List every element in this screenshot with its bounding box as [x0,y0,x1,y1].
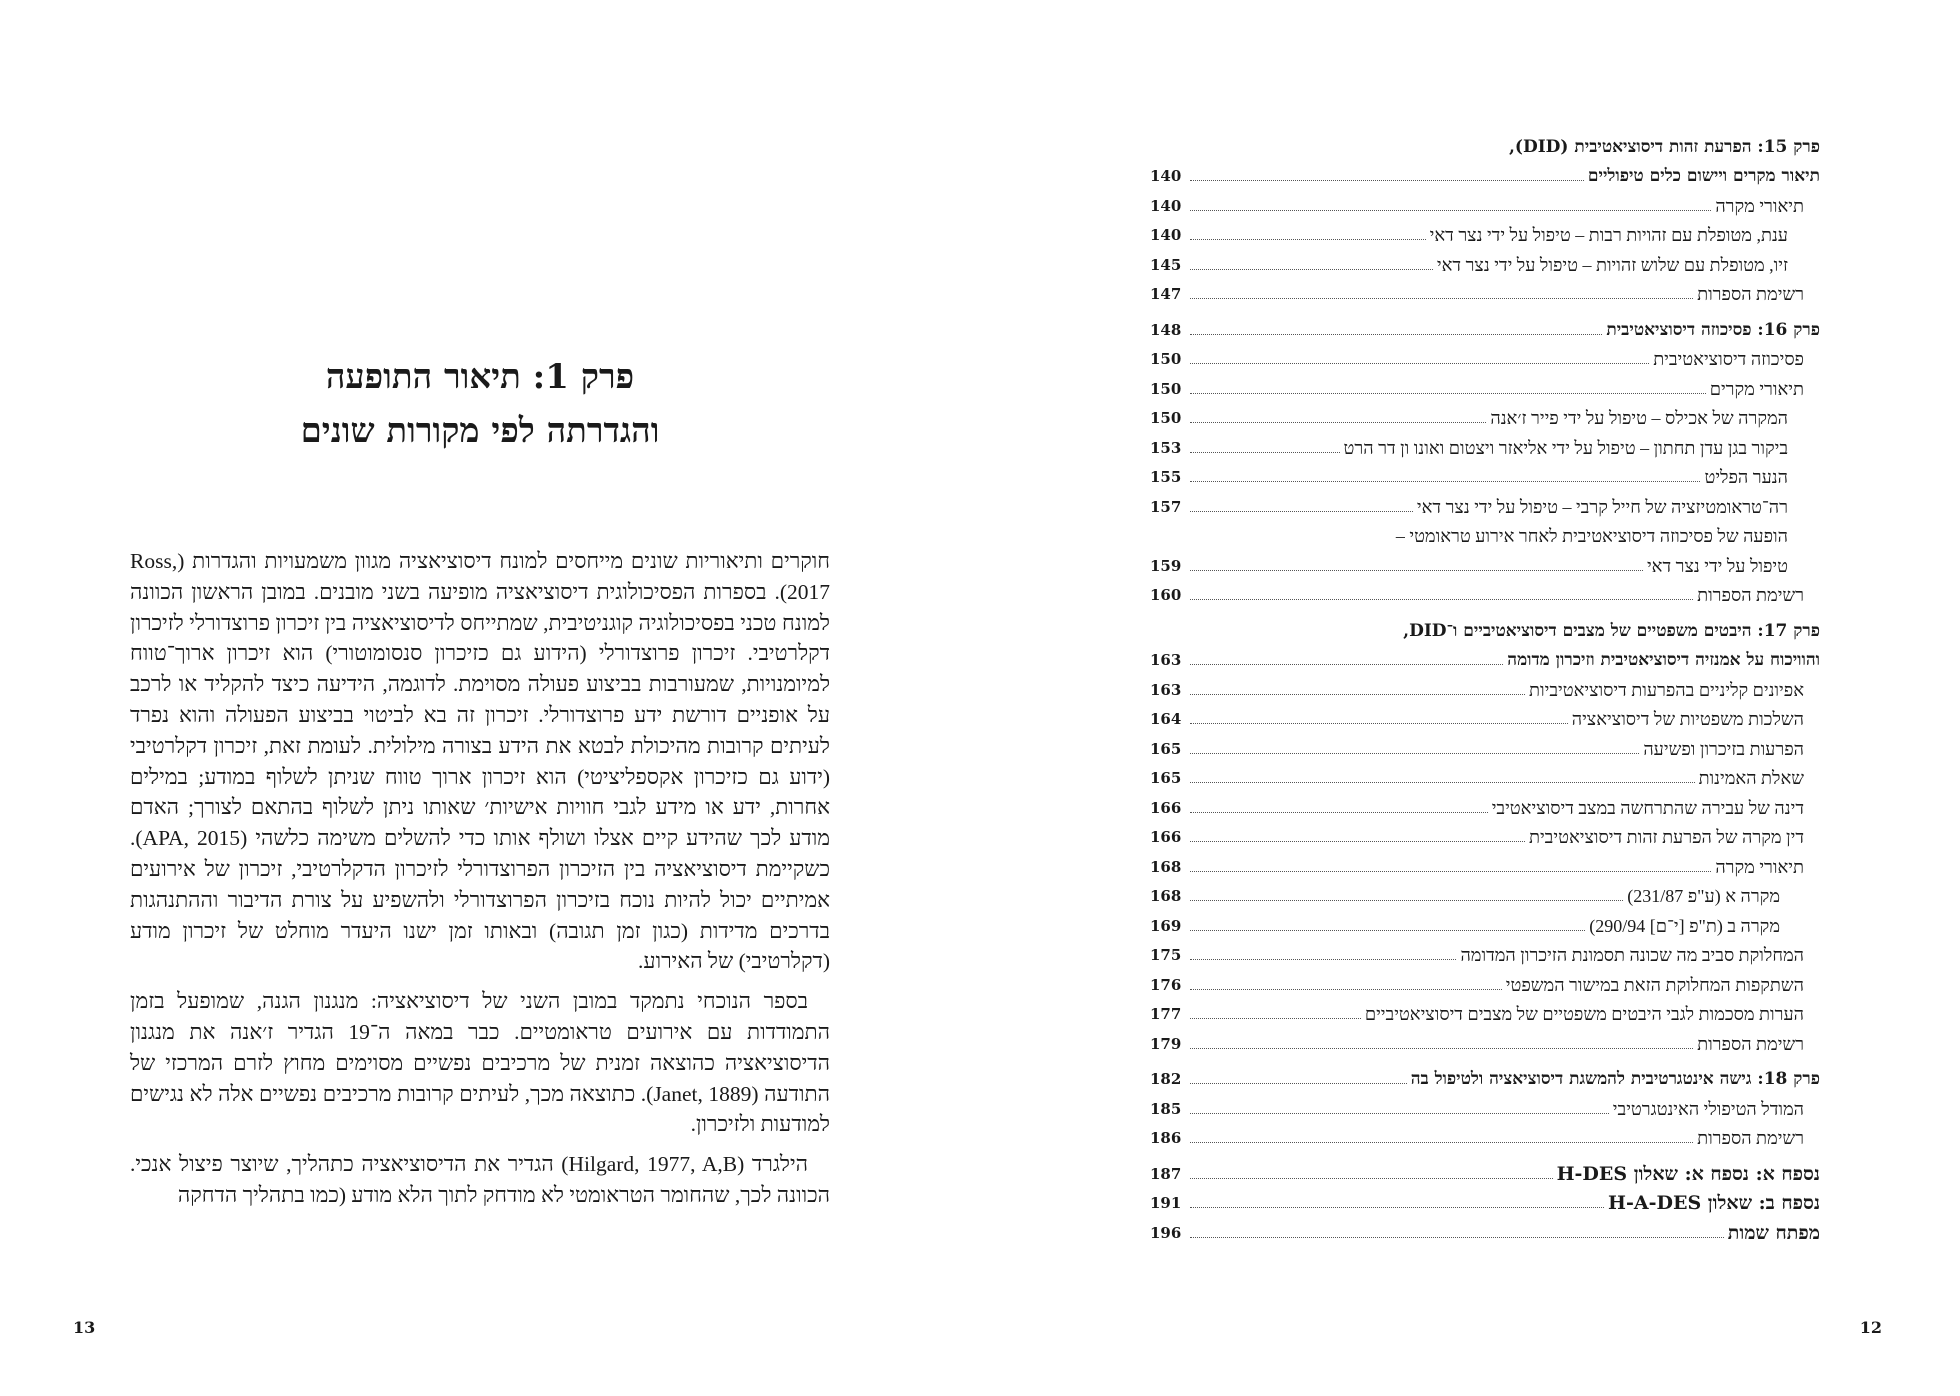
toc-entry-title: השתקפות המחלוקת הזאת במישור המשפטי [1505,974,1804,995]
toc-leader-dots [1190,782,1695,783]
toc-entry-page: 164 [1150,710,1182,728]
toc-entry-page: 160 [1150,586,1182,604]
toc-leader-dots [1190,452,1340,453]
toc-entry[interactable] [1150,1025,1820,1055]
toc-entry-page: 145 [1150,255,1182,274]
toc-entry[interactable] [1150,1214,1820,1244]
toc-entry-title: הופעה של פסיכוזה דיסוציאטיבית לאחר אירוע טראומטי – [1395,526,1788,546]
toc-entry-title: נספח ב: שאלון H-A-DES [1608,1192,1820,1214]
chapter-title-line1: פרק 1: תיאור התופעה [325,357,635,397]
toc-entry-title: אפיונים קליניים בהפרעות דיסוציאטיביות [1529,679,1804,700]
toc-leader-dots [1190,871,1711,872]
toc-entry-title: השלכות משפטיות של דיסוציאציה [1571,709,1804,729]
toc-entry[interactable] [1150,1061,1820,1091]
toc-entry-page: 166 [1150,798,1182,817]
toc-entry[interactable] [1150,341,1820,371]
table-of-contents [1150,128,1820,1244]
toc-entry[interactable] [1150,819,1820,849]
toc-entry-page: 140 [1150,167,1182,185]
toc-entry[interactable] [1150,907,1820,937]
toc-entry[interactable] [1150,789,1820,819]
toc-entry-title: הפרעות בזיכרון ופשיעה [1643,738,1804,759]
toc-entry-page: 185 [1150,1099,1182,1118]
paragraph-2: בספר הנוכחי נתמקד במובן השני של דיסוציאציה: מנגנון הגנה, שמופעל בזמן התמודדות עם אירועים טראומטיים. כבר במאה ה־19 הגדיר ז׳אנה את מנגנון הדיסוציאציה כהוצאה זמנית של מרכיבים נפשיים מסוימים מחוץ לזרם המרכזי של התודעה (Janet, 1889). כתוצאה מכך, לעיתים קרובות מרכיבים נפשיים אלה לא נגישים למודעות ולזיכרון. [130,989,831,1137]
toc-entry-title: המודל הטיפולי האינטגרטיבי [1612,1098,1804,1119]
toc-entry-title: מקרה ב (ת"פ [י־ם] 290/94) [1589,915,1780,936]
toc-entry[interactable] [1150,577,1820,607]
toc-entry[interactable] [1150,937,1820,967]
toc-leader-dots [1190,599,1693,600]
toc-entry-title: פרק 17: היבטים משפטיים של מצבים דיסוציאטיביים ו־DID, [1403,620,1820,641]
toc-leader-dots [1190,393,1706,394]
toc-entry[interactable] [1150,1090,1820,1120]
toc-entry-page: 165 [1150,739,1182,758]
toc-leader-dots [1190,334,1602,335]
toc-entry[interactable] [1150,128,1820,158]
toc-entry-page: 166 [1150,828,1182,846]
toc-entry-page: 179 [1150,1034,1182,1053]
toc-leader-dots [1190,989,1502,990]
toc-leader-dots [1190,1178,1553,1179]
toc-entry-page: 187 [1150,1164,1182,1183]
toc-leader-dots [1190,812,1488,813]
chapter-title-line2: והגדרתה לפי מקורות שונים [300,411,660,451]
toc-entry[interactable] [1150,400,1820,430]
toc-entry-page: 148 [1150,320,1182,339]
toc-entry-title: זיו, מטופלת עם שלוש זהויות – טיפול על ידי נצר דאי [1436,254,1788,275]
toc-leader-dots [1190,841,1525,842]
toc-leader-dots [1190,1083,1407,1084]
toc-leader-dots [1190,298,1693,299]
toc-leader-dots [1190,1048,1693,1049]
toc-entry-title: דינה של עבירה שהתרחשה במצב דיסוציאטיבי [1491,797,1804,818]
toc-entry-page: 153 [1150,438,1182,457]
chapter-title [130,350,830,458]
toc-entry[interactable] [1150,217,1820,247]
toc-leader-dots [1190,180,1584,181]
toc-entry[interactable] [1150,158,1820,188]
toc-entry[interactable] [1150,966,1820,996]
toc-entry[interactable] [1150,187,1820,217]
toc-entry-title: פסיכוזה דיסוציאטיבית [1653,349,1804,369]
toc-entry-title: מפתח שמות [1727,1221,1820,1244]
toc-entry-page: 163 [1150,651,1182,669]
toc-entry[interactable] [1150,878,1820,908]
toc-entry-page: 177 [1150,1005,1182,1023]
toc-entry-page: 175 [1150,946,1182,964]
toc-entry-title: ביקור בגן עדן תחתון – טיפול על ידי אליאזר ויצטום ואונו ון דר הרט [1343,437,1788,458]
toc-leader-dots [1190,753,1639,754]
toc-leader-dots [1190,570,1643,571]
toc-entry[interactable] [1150,1185,1820,1215]
toc-entry-title: רשימת הספרות [1697,284,1804,304]
toc-leader-dots [1190,511,1413,512]
toc-entry[interactable] [1150,1120,1820,1150]
toc-entry-page: 159 [1150,556,1182,575]
toc-entry[interactable] [1150,996,1820,1026]
toc-leader-dots [1190,239,1426,240]
toc-leader-dots [1190,959,1456,960]
toc-entry-title: תיאור מקרים ויישום כלים טיפוליים [1587,166,1820,186]
toc-entry-page: 196 [1150,1223,1182,1242]
toc-entry-page: 168 [1150,857,1182,876]
toc-entry[interactable] [1150,1155,1820,1185]
toc-entry-title: ענת, מטופלת עם זהויות רבות – טיפול על ידי נצר דאי [1429,225,1788,245]
toc-leader-dots [1190,930,1585,931]
toc-entry-title: הערות מסכמות לגבי היבטים משפטיים של מצבים דיסוציאטיביים [1364,1004,1804,1024]
toc-entry[interactable] [1150,547,1820,577]
toc-entry[interactable] [1150,276,1820,306]
toc-leader-dots [1190,210,1711,211]
toc-entry-title: רשימת הספרות [1697,1033,1804,1054]
toc-entry[interactable] [1150,848,1820,878]
toc-entry-title: רשימת הספרות [1697,1128,1804,1148]
toc-entry-title: מקרה א (ע"פ 231/87) [1627,886,1780,906]
toc-leader-dots [1190,694,1525,695]
toc-entry-page: 157 [1150,497,1182,516]
toc-entry[interactable] [1150,730,1820,760]
toc-entry-page: 150 [1150,379,1182,398]
toc-entry-title: תיאורי מקרה [1715,856,1804,877]
toc-entry[interactable] [1150,518,1820,548]
toc-entry[interactable] [1150,671,1820,701]
toc-entry-title: רה־טראומטיזציה של חייל קרבי – טיפול על ידי נצר דאי [1416,496,1788,517]
toc-entry-title: רשימת הספרות [1697,585,1804,605]
toc-leader-dots [1190,1142,1693,1143]
toc-entry-title: תיאורי מקרים [1709,378,1804,399]
toc-entry-page: 191 [1150,1194,1182,1212]
body-text [130,546,830,1220]
toc-entry[interactable] [1150,459,1820,489]
toc-leader-dots [1190,723,1568,724]
toc-entry-title: טיפול על ידי נצר דאי [1646,555,1788,576]
page-number-left: 13 [73,1318,96,1337]
paragraph-3: הילגרד (Hilgard, 1977, A,B) הגדיר את הדיסוציאציה כתהליך, שיוצר פיצול אנכי. הכוונה לכך, שהחומר הטראומטי לא מודחק לתוך הלא מודע (כמו בתהליך הדחקה [130,1152,830,1207]
toc-entry-page: 182 [1150,1070,1182,1088]
toc-leader-dots [1190,900,1623,901]
toc-entry[interactable] [1150,612,1820,642]
toc-entry-title: תיאורי מקרה [1715,195,1804,216]
toc-leader-dots [1190,1113,1609,1114]
toc-entry[interactable] [1150,429,1820,459]
toc-leader-dots [1190,1237,1724,1238]
toc-entry-page: 150 [1150,409,1182,427]
page-number-right: 12 [1859,1318,1882,1337]
toc-entry-page: 186 [1150,1129,1182,1147]
toc-entry[interactable] [1150,370,1820,400]
toc-entry-page: 168 [1150,887,1182,905]
toc-entry-title: הנער הפליט [1704,467,1788,487]
toc-entry-title: פרק 15: הפרעת זהות דיסוציאטיבית (DID), [1509,136,1820,157]
toc-entry-title: המקרה של אכילס – טיפול על ידי פייר ז׳אנה [1490,408,1788,428]
toc-entry-page: 169 [1150,916,1182,935]
toc-entry-page: 165 [1150,769,1182,787]
toc-entry-title: המחלוקת סביב מה שכונה תסמונת הזיכרון המדומה [1460,945,1804,965]
toc-entry-page: 155 [1150,468,1182,486]
toc-leader-dots [1190,1018,1361,1019]
toc-leader-dots [1190,363,1649,364]
toc-leader-dots [1190,1207,1604,1208]
toc-entry[interactable] [1150,642,1820,672]
toc-entry[interactable] [1150,701,1820,731]
toc-entry[interactable] [1150,246,1820,276]
toc-entry-title: פרק 16: פסיכוזה דיסוציאטיבית [1606,319,1820,340]
toc-entry[interactable] [1150,311,1820,341]
toc-entry-page: 140 [1150,196,1182,215]
toc-entry[interactable] [1150,488,1820,518]
toc-entry-title: דין מקרה של הפרעת זהות דיסוציאטיבית [1528,827,1804,847]
toc-entry-page: 140 [1150,226,1182,244]
toc-leader-dots [1190,269,1433,270]
toc-leader-dots [1190,664,1503,665]
toc-leader-dots [1190,481,1700,482]
toc-entry-page: 176 [1150,975,1182,994]
toc-entry-page: 150 [1150,350,1182,368]
toc-leader-dots [1190,422,1486,423]
toc-entry-title: והוויכוח על אמנזיה דיסוציאטיבית וזיכרון מדומה [1507,650,1820,670]
toc-entry-page: 147 [1150,285,1182,303]
toc-entry-page: 163 [1150,680,1182,699]
paragraph-1: חוקרים ותיאוריות שונים מייחסים למונח דיסוציאציה מגוון משמעויות והגדרות (Ross, 2017). בספרות הפסיכולוגית דיסוציאציה מופיעה בשני מובנים. במובן הראשון הכוונה למונח טכני בפסיכולוגיה קוגניטיבית, שמתייחס לדיסוציאציה בין זיכרון פרוצדורלי לזיכרון דקלרטיבי. זיכרון פרוצדורלי (הידוע גם כזיכרון סנסומוטורי) הוא זיכרון ארוך־טווח למיומנויות, שמעורבות בביצוע פעולה מסוימת. לדוגמה, הידיעה כיצד להקליד או לרכב על אופניים דורשת ידע פרוצדורלי. זיכרון זה בא לביטוי בביצוע הפעולה והוא נפרד לעיתים קרובות מהיכולת לבטא את הידע בצורה מילולית. לעומת זאת, זיכרון דקלרטיבי (ידוע גם כזיכרון אקספליציטי) הוא זיכרון ארוך טווח שניתן לשלוף במודע; במילים אחרות, ידע או מידע לגבי חוויות אישיות׳ שאותו ניתן לשלוף בהתאם לצורך; האדם מודע לכך שהידע קיים אצלו ושולף אותו כדי להשלים משימה כלשהי (APA, 2015). כשקיימת דיסוציאציה בין הזיכרון הפרוצדורלי לזיכרון הדקלרטיבי, זיכרון של אירועים אמיתיים יכול להיות נוכח בזיכרון הפרוצדורלי ולהשפיע על צורת הדיבור וההתנהגות בדרכים מדידות (כגון זמן תגובה) ובאותו זמן ישנו היעדר מוחלט של זיכרון מודע (דקלרטיבי) של האירוע. [130,549,830,974]
right-page [980,0,1960,1396]
toc-entry-title: שאלת האמינות [1698,768,1804,788]
toc-entry-title: נספח א: נספח א: שאלון H-DES [1556,1162,1820,1185]
toc-entry-title: פרק 18: גישה אינטגרטיבית להמשגת דיסוציאציה ולטיפול בה [1410,1069,1820,1089]
toc-entry[interactable] [1150,760,1820,790]
